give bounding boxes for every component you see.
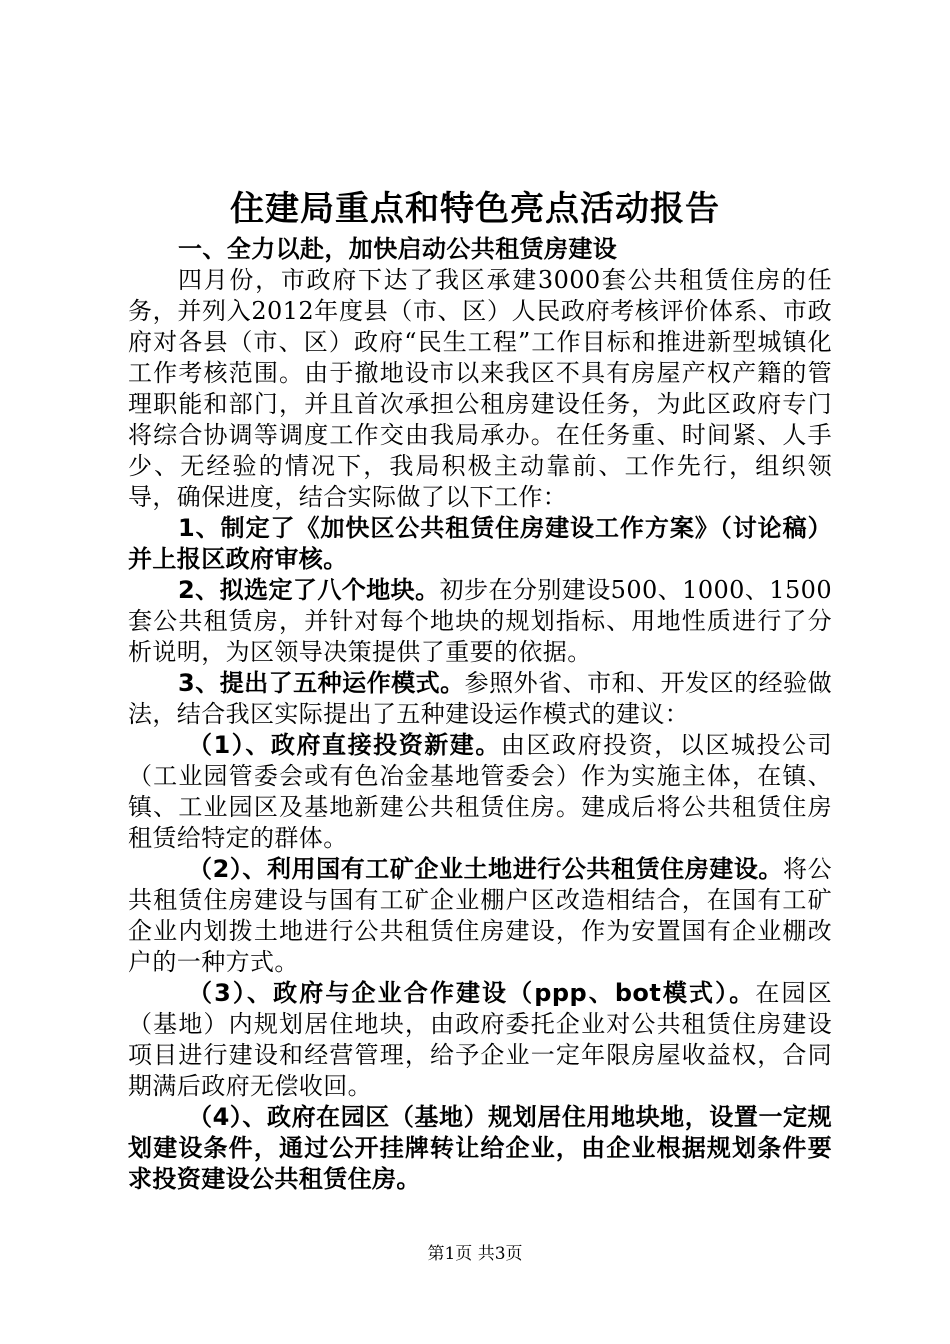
item-3 xyxy=(128,668,832,730)
mode-1-text: 由区政府投资，以区城投公司（工业园管委会或有色冶金基地管委会）作为实施主体，在镇、镇、工业园区及基地新建公共租赁住房。建成后将公共租赁住房租赁给特定的群体。 xyxy=(128,731,832,852)
item-3-text: 参照外省、市和、开发区的经验做法，结合我区实际提出了五种建设运作模式的建议： xyxy=(128,669,833,728)
item-2-heading: 2、拟选定了八个地块。 xyxy=(178,576,440,604)
section-heading: 一、全力以赴，加快启动公共租赁房建设 xyxy=(178,235,618,263)
item-2-text: 初步在分别建设500、1000、1500套公共租赁房，并针对每个地块的规划指标、用地性质进行了分析说明，为区领导决策提供了重要的依据。 xyxy=(128,576,832,666)
page-footer: 第1页 共3页 xyxy=(427,1244,523,1264)
mode-4: （4）、政府在园区（基地）规划居住用地块地，设置一定规划建设条件，通过公开挂牌转让给企业，由企业根据规划条件要求投资建设公共租赁住房。 xyxy=(128,1103,832,1193)
mode-2-heading: （2）、利用国有工矿企业土地进行公共租赁住房建设。 xyxy=(188,855,784,883)
item-1: 1、制定了《加快区公共租赁住房建设工作方案》（讨论稿）并上报区政府审核。 xyxy=(128,514,832,573)
mode-3-heading: （3）、政府与企业合作建设（ppp、bot模式）。 xyxy=(188,979,756,1007)
mode-3-text: 在园区（基地）内规划居住地块，由政府委托企业对公共租赁住房建设项目进行建设和经营管理，给予企业一定年限房屋收益权，合同期满后政府无偿收回。 xyxy=(128,979,832,1100)
mode-2 xyxy=(128,854,832,978)
intro-paragraph: 四月份，市政府下达了我区承建3000套公共租赁住房的任务，并列入2012年度县（市、区）人民政府考核评价体系、市政府对各县（市、区）政府“民生工程”工作目标和推进新型城镇化工作考核范围。由于撤地设市以来我区不具有房屋产权产籍的管理职能和部门，并且首次承担公租房建设任务，为此区政府专门将综合协调等调度工作交由我局承办。在任务重、时间紧、人手少、无经验的情况下，我局积极主动靠前、工作先行，组织领导，确保进度，结合实际做了以下工作： xyxy=(128,266,832,511)
item-3-heading: 3、提出了五种运作模式。 xyxy=(178,669,465,697)
document-title: 住建局重点和特色亮点活动报告 xyxy=(230,189,720,229)
mode-3 xyxy=(128,978,832,1102)
mode-2-text: 将公共租赁住房建设与国有工矿企业棚户区改造相结合，在国有工矿企业内划拨土地进行公共租赁住房建设，作为安置国有企业棚改户的一种方式。 xyxy=(128,855,832,976)
item-2 xyxy=(128,575,832,668)
mode-1 xyxy=(128,730,832,854)
mode-1-heading: （1）、政府直接投资新建。 xyxy=(188,731,501,759)
document-body xyxy=(128,234,832,1195)
